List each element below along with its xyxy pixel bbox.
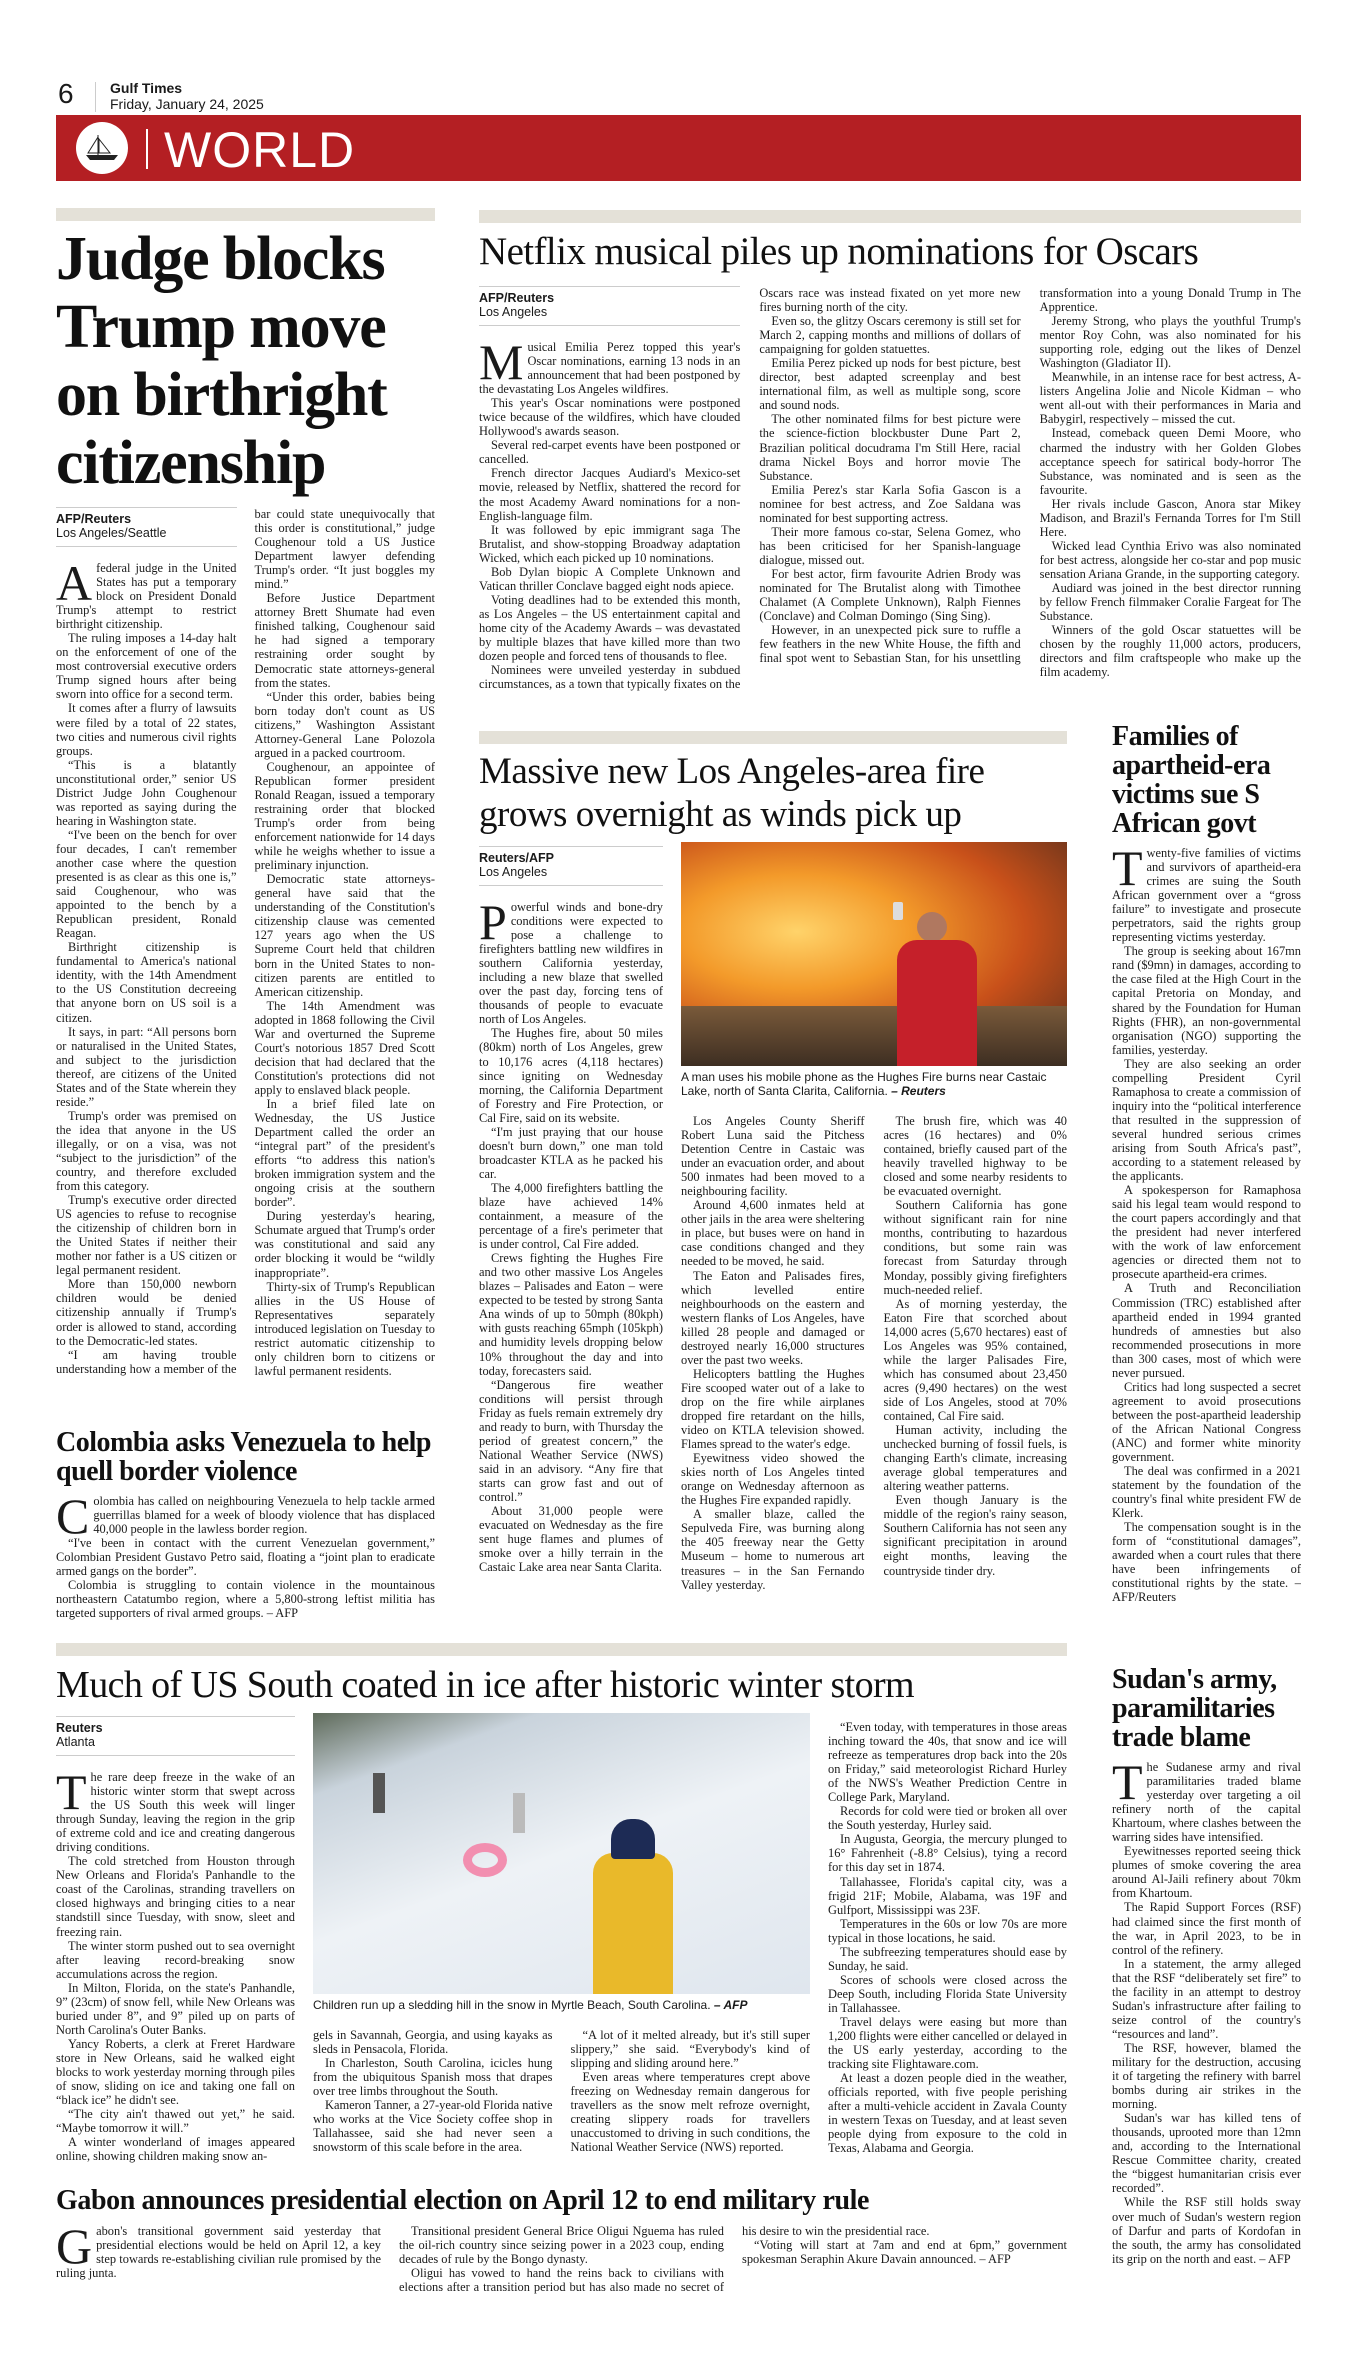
paragraph: At least a dozen people died in the weather, officials reported, with five people perishing after a multi-vehicle accident in Zavala County in western Texas on Tuesday, and at least seven people dying from exposure to the cold in Texas, Alabama and Georgia.	[828, 2071, 1067, 2156]
child-hat	[611, 1819, 655, 1859]
banner-divider	[146, 129, 148, 169]
paragraph: However, in an unexpected pick sure to ruffle a few feathers in the new White House, the fifth and final spot went to Sebastian Stan, for his unsettling transformation into a young Donald Trump in The Apprentice.	[759, 286, 1301, 666]
paragraph: In Augusta, Georgia, the mercury plunged to 16° Fahrenheit (-8.8° Celsius), tying a record for this day set in 1874.	[828, 1832, 1067, 1875]
paragraph-list	[56, 2224, 1067, 2294]
paragraph: The winter storm pushed out to sea overnight after leaving record-breaking snow accumulations across the region.	[56, 1938, 295, 1981]
gabon-headline: Gabon announces presidential election on April 12 to end military rule	[56, 2185, 870, 2216]
paragraph: A Truth and Reconciliation Commission (TRC) established after apartheid ended in 1994 granted hundreds of amnesties but also recommended prosecutions in more than 300 cases, most of which were never pursued.	[1112, 1281, 1301, 1380]
paragraph: In a statement, the army alleged that the RSF “deliberately set fire” to the facility in an attempt to destroy Sudan's infrastructure after failing to seize control of the country's “resources and land”.	[1112, 1956, 1301, 2041]
paragraph: Meanwhile, in an intense race for best actress, A-listers Angelina Jolie and Nicole Kidman – who went all-out with their performances in Maria and Babygirl, respectively – missed the cut.	[1039, 370, 1301, 427]
byline-agency: AFP/Reuters	[56, 512, 132, 526]
paragraph: Records for cold were tied or broken all over the South yesterday, Hurley said.	[828, 1804, 1067, 1833]
paragraph: The Sudanese army and rival paramilitaries traded blame yesterday over targeting a oil refinery north of the capital Khartoum, where clashes between the warring sides have intensified.	[1112, 1760, 1301, 1845]
snow-photo	[313, 1713, 810, 1994]
families-body	[1112, 846, 1301, 1641]
fire-photo-caption	[681, 1070, 1067, 1098]
paragraph: Temperatures in the 60s or low 70s are more typical in those locations, he said.	[828, 1916, 1067, 1945]
paragraph-list	[56, 1764, 295, 2164]
paragraph: In Milton, Florida, on the state's Panhandle, 9” (23cm) of snow fell, while New Orleans was buried under 8”, and 9” piled up on parts of North Carolina's Outer Banks.	[56, 1980, 295, 2037]
paragraph: Emilia Perez picked up nods for best picture, best director, best adapted screenplay and best international film, as well as multiple song, score and sound nods.	[759, 356, 1021, 413]
byline	[56, 1716, 295, 1756]
paragraph: Audiard was joined in the best director running by fellow French filmmaker Coralie Fargeat for The Substance.	[1039, 580, 1301, 624]
paragraph: Powerful winds and bone-dry conditions were expected to pose a challenge to firefighters battling new wildfires in southern California yesterday, including a new blaze that swelled over the past day, forcing tens of thousands of people to evacuate north of Los Angeles.	[479, 894, 663, 1027]
paragraph: Southern California has gone without significant rain for nine months, contributing to hazardous conditions, but some rain was forecast from Saturday through Monday, possibly giving firefighters much-needed relief.	[883, 1198, 1067, 1297]
netflix-article	[479, 228, 1301, 706]
phone	[893, 902, 903, 920]
paragraph: A smaller blaze, called the Sepulveda Fire, was burning along the 405 freeway near the Getty Museum – home to numerous art treasures – in the San Fernando Valley yesterday.	[681, 1507, 865, 1592]
paragraph: “I've been on the bench for over four decades, I can't remember another case where the question presented is as clear as this one is,” said Coughenour, who was appointed to the bench by a Republican president, Ronald Reagan.	[56, 827, 237, 941]
ussouth-body-right	[828, 1720, 1067, 2170]
newspaper-name: Gulf Times	[110, 80, 183, 96]
paragraph: Human activity, including the unchecked burning of fossil fuels, is changing Earth's climate, increasing average global temperatures and altering weather patterns.	[883, 1423, 1067, 1494]
paragraph: Emilia Perez's star Karla Sofia Gascon is a nominee for best actress, and Zoe Saldana was nominated for best supporting actress.	[759, 482, 1021, 525]
headline-line: grows overnight as winds pick up	[479, 794, 962, 835]
sudan-article	[1112, 1665, 1301, 2290]
paragraph-list	[1112, 1760, 1301, 2266]
paragraph: It says, in part: “All persons born or naturalised in the United States, and subject to the jurisdiction thereof, are citizens of the United States and of the State wherein they reside.”	[56, 1024, 237, 1109]
paragraph: The 14th Amendment was adopted in 1868 following the Civil War and overturned the Supreme Court's notorious 1857 Dred Scott decision that had declared that the Constitution's protections did not apply to enslaved black people.	[254, 998, 435, 1097]
paragraph: French director Jacques Audiard's Mexico-set movie, released by Netflix, shattered the record for the most Academy Award nominations for a non-English-language film.	[479, 466, 741, 523]
paragraph: The Eaton and Palisades fires, which levelled entire neighbourhoods on the eastern and western flanks of Los Angeles, have killed 28 people and damaged or destroyed nearly 16,000 structures over the past two weeks.	[681, 1268, 865, 1367]
paragraph: The RSF, however, blamed the military for the destruction, accusing it of targeting the refinery with barrel bombs during air strikes in the morning.	[1112, 2040, 1301, 2112]
paragraph: Several red-carpet events have been postponed or cancelled.	[479, 438, 741, 467]
paragraph: “Voting will start at 7am and end at 6pm,” government spokesman Seraphin Akure Davain announced. – AFP	[742, 2238, 1067, 2267]
paragraph: Crews fighting the Hughes Fire and two other massive Los Angeles blazes – Palisades and Eaton – were expected to be tested by strong Santa Ana winds of up to 50mph (80kph) with gusts reaching 65mph (105kph) and humidity levels dropping below 10% throughout the day and into today, forecasters said.	[479, 1251, 663, 1378]
paragraph: Afederal judge in the United States has put a temporary block on President Donald Trump's attempt to restrict birthright citizenship.	[56, 555, 237, 632]
paragraph: “This is a blatantly unconstitutional order,” senior US District Judge John Coughenour was reported as saying during the hearing in Washington state.	[56, 757, 237, 828]
sudan-body	[1112, 1760, 1301, 2290]
netflix-headline: Netflix musical piles up nominations for Oscars	[479, 230, 1199, 273]
paragraph: “Under this order, babies being born today don't count as US citizens,” Washington Assistant Attorney-General Lane Polozola argued in a packed courtroom.	[254, 689, 435, 760]
divider	[95, 82, 96, 112]
judge-body	[56, 507, 435, 1408]
byline-location: Los Angeles/Seattle	[56, 526, 167, 540]
paragraph: The other nominated films for best picture were the science-fiction blockbuster Dune Part 2, Brazilian political docudrama I'm Still Here, racial drama Nickel Boys and horror movie The Substance.	[759, 412, 1021, 483]
byline	[479, 286, 740, 326]
child-yellow-jacket	[593, 1853, 673, 1994]
families-headline: Families of apartheid-era victims sue S African govt	[1112, 721, 1271, 839]
paragraph: The subfreezing temperatures should ease by Sunday, he said.	[828, 1944, 1067, 1973]
paragraph: During yesterday's hearing, Schumate argued that Trump's order was constitutional and said any order blocking it would be “wildly inappropriate”.	[254, 1209, 435, 1280]
fire-headline	[479, 750, 984, 836]
byline	[479, 846, 663, 886]
paragraph: About 31,000 people were evacuated on Wednesday as the fire sent huge flames and plumes of smoke over a hilly terrain in the Castaic Lake area near Santa Clarita.	[479, 1504, 663, 1575]
paragraph: Voting deadlines had to be extended this month, as Los Angeles – the US entertainment capital and home city of the Academy Awards – was devastated by multiple blazes that have killed more than two dozen people and forced tens of thousands to flee.	[479, 592, 741, 664]
paragraph: Critics had long suspected a secret agreement to avoid prosecutions between the post-apartheid leadership of the African National Congress (ANC) and former white minority government.	[1112, 1379, 1301, 1465]
gabon-body	[56, 2224, 1067, 2294]
paragraph: As of morning yesterday, the Eaton Fire that scorched about 14,000 acres (5,670 hectares) east of Los Angeles was 95% contained, while the larger Palisades Fire, which has consumed about 23,450 acres (9,490 hectares) on the west side of Los Angeles, stood at 70% contained, Cal Fire said.	[883, 1296, 1067, 1423]
paragraph: Yancy Roberts, a clerk at Freret Hardware store in New Orleans, said he walked eight blocks to work yesterday morning through piles of snow, sliding on ice and taking one fall on “black ice” he didn't see.	[56, 2036, 295, 2108]
paragraph: “Dangerous fire weather conditions will persist through Friday as fuels remain extremely dry and ready to burn, with Thursday the period of greatest concern,” the National Weather Service (NWS) said in an advisory. “Any fire that starts can grow fast and out of control.”	[479, 1377, 663, 1504]
paragraph: “I've been in contact with the current Venezuelan government,” Colombian President Gustavo Petro said, floating a “joint plan to eradicate armed gangs on the border”.	[56, 1536, 435, 1579]
pink-sled-tube	[463, 1843, 507, 1877]
paragraph: Bob Dylan biopic A Complete Unknown and Vatican thriller Conclave bagged eight nods apiece.	[479, 564, 741, 593]
photo-credit: – Reuters	[891, 1084, 946, 1098]
judge-headline: Judge blocks Trump move on birthright citizenship	[56, 225, 387, 497]
paragraph: A spokesperson for Ramaphosa said his legal team would respond to the court papers accordingly and that the president had never interfered with the work of law enforcement agencies or directed them not to prosecute apartheid-era crimes.	[1112, 1183, 1301, 1282]
paragraph: For best actor, firm favourite Adrien Brody was nominated for The Brutalist along with Timothee Chalamet (A Complete Unknown), Ralph Fiennes (Conclave) and Colman Domingo (Sing Sing).	[759, 566, 1021, 624]
paragraph: A winter wonderland of images appeared online, showing children making snow an-	[56, 2135, 295, 2164]
paragraph-continued: gels in Savannah, Georgia, and using kayaks as sleds in Pensacola, Florida.	[313, 2028, 553, 2057]
paragraph: The 4,000 firefighters battling the blaze have achieved 14% containment, a measure of the percentage of a fire's perimeter that is under control, Cal Fire added.	[479, 1180, 663, 1252]
paragraph: Coughenour, an appointee of Republican former president Ronald Reagan, issued a temporary restraining order that blocked Trump's order from being enforcement nationwide for 14 days while he weighs whether to issue a preliminary injunction.	[254, 759, 435, 873]
paragraph: Gabon's transitional government said yesterday that presidential elections would be held on April 12, a key step towards re-establishing civilian rule promised by the ruling junta.	[56, 2224, 381, 2281]
netflix-body	[479, 286, 1301, 706]
byline-location: Los Angeles	[479, 305, 548, 319]
paragraph: Colombia has called on neighbouring Venezuela to help tackle armed guerrillas blamed for a week of bloody violence that has displaced 40,000 people in the lawless border region.	[56, 1494, 435, 1544]
families-article	[1112, 722, 1301, 1641]
caption-text: Children run up a sledding hill in the snow in Myrtle Beach, South Carolina.	[313, 1998, 711, 2012]
paragraph: Kameron Tanner, a 27-year-old Florida native who works at the Vice Society coffee shop in Tallahassee, said she had never seen a snowstorm of this scale before in the area.	[313, 2098, 553, 2155]
issue-date: Friday, January 24, 2025	[110, 96, 264, 112]
article-divider-bar	[479, 210, 1301, 223]
headline-line: Massive new Los Angeles-area fire	[479, 751, 985, 792]
sudan-headline: Sudan's army, paramilitaries trade blame	[1112, 1664, 1277, 1753]
paragraph: Oligui has vowed to hand the reins back to civilians with elections after a transition period but has also made no secret of his desire to win the presidential race.	[399, 2224, 930, 2294]
article-divider-bar	[56, 208, 435, 221]
paragraph-list	[1112, 846, 1301, 1605]
paragraph: Travel delays were easing but more than 1,200 flights were either cancelled or delayed in the US early yesterday, according to the tracking site Flightaware.com.	[828, 2014, 1067, 2072]
paragraph: “The city ain't thawed out yet,” he said. “Maybe tomorrow it will.”	[56, 2107, 295, 2136]
paragraph-list	[56, 1494, 435, 1620]
paragraph: The cold stretched from Houston through New Orleans and Florida's Panhandle to the coast of the Carolinas, stranding travellers on closed highways and bringing cities to a near standstill since Tuesday, with snow, sleet and freezing rain.	[56, 1854, 295, 1939]
section-banner	[56, 115, 1301, 181]
paragraph: Colombia is struggling to contain violence in the mountainous northeastern Catatumbo region, where a 5,800-strong leftist militia has targeted supporters of rival armed groups. – AFP	[56, 1578, 435, 1620]
byline	[56, 507, 237, 547]
colombia-headline: Colombia asks Venezuela to help quell border violence	[56, 1427, 431, 1487]
paragraph: In a brief filed late on Wednesday, the US Justice Department called the order an “integral part” of the president's efforts “to address this nation's broken immigration system and the ongoing crisis at the southern border”.	[254, 1096, 435, 1210]
paragraph: Instead, comeback queen Demi Moore, who charmed the industry with her Golden Globes acceptance speech for satirical body-horror The Substance, was nominated and is seen as the favourite.	[1039, 426, 1301, 497]
paragraph: The ruling imposes a 14-day halt on the enforcement of one of the most controversial executive orders Trump signed hours after being sworn into office for a second term.	[56, 631, 237, 702]
paragraph: Eyewitness video showed the skies north of Los Angeles tinted orange on Wednesday afternoon as the Hughes Fire expanded rapidly.	[681, 1451, 865, 1508]
paragraph: Thirty-six of Trump's Republican allies in the US House of Representatives separately introduced legislation on Tuesday to restrict automatic citizenship to only children born to citizens or lawful permanent residents.	[254, 1279, 435, 1378]
paragraph: “A lot of it melted already, but it's still super slippery,” she said. “Everybody's kind of slipping and sliding around here.”	[570, 2028, 810, 2071]
paragraph: Los Angeles County Sheriff Robert Luna said the Pitchess Detention Centre in Castaic was under an evacuation order, and about 500 inmates had been moved to a neighbouring facility.	[681, 1114, 865, 1199]
paragraph: “Even today, with temperatures in those areas inching toward the 40s, that snow and ice will refreeze as temperatures drop back into the 20s on Friday,” said meteorologist Richard Hurley of the NWS's Weather Prediction Centre in College Park, Maryland.	[828, 1720, 1067, 1805]
paragraph: Even areas where temperatures crept above freezing on Wednesday remain dangerous for travellers as the snow melt refroze overnight, creating slippery roads for travellers unaccustomed to driving in such conditions, the National Weather Service (NWS) reported.	[570, 2070, 810, 2155]
child-figure	[373, 1773, 385, 1813]
byline-agency: AFP/Reuters	[479, 291, 555, 305]
colombia-body	[56, 1494, 435, 1620]
paragraph: Before Justice Department attorney Brett Shumate had even finished talking, Coughenour said he had signed a temporary restraining order sought by Democratic state attorneys-general from the states.	[254, 591, 435, 690]
paragraph: Democratic state attorneys-general have said that the understanding of the Constitution's citizenship clause was cemented 127 years ago when the US Supreme Court held that children born in the United States to non-citizen parents are entitled to American citizenship.	[254, 872, 435, 999]
man-red-hoodie	[897, 940, 977, 1066]
paragraph: Transitional president General Brice Oligui Nguema has ruled the oil-rich country since seizing power in a 2023 coup, ending decades of rule by the Bongo dynasty.	[399, 2224, 724, 2267]
byline-location: Los Angeles	[479, 865, 548, 879]
paragraph: In Charleston, South Carolina, icicles hung from the ubiquitous Spanish moss that drapes over tree limbs throughout the South.	[313, 2056, 553, 2099]
paragraph: Jeremy Strong, who plays the youthful Trump's mentor Roy Cohn, was also nominated for his supporting role, edging out the likes of Denzel Washington (Gladiator II).	[1039, 314, 1301, 371]
ussouth-headline: Much of US South coated in ice after historic winter storm	[56, 1664, 914, 1706]
paragraph: More than 150,000 newborn children would be denied citizenship annually if Trump's order is allowed to stand, according to the Democratic-led states.	[56, 1277, 237, 1348]
child-figure	[513, 1793, 525, 1833]
paragraph: Even though January is the middle of the region's rainy season, Southern California has not seen any significant precipitation in around eight months, leaving the countryside tinder dry.	[883, 1493, 1067, 1578]
paragraph: Eyewitnesses reported seeing thick plumes of smoke covering the area around Al-Jaili refinery about 70km from Khartoum.	[1112, 1844, 1301, 1901]
paragraph: They are also seeking an order compelling President Cyril Ramaphosa to create a commission of inquiry into the “political interference that resulted in the suppression of several hundred serious crimes arising from South Africa's past”, according to a statement released by the applicants.	[1112, 1056, 1301, 1184]
paragraph-list	[56, 507, 435, 1378]
paragraph: The Hughes fire, about 50 miles (80km) north of Los Angeles, grew to 10,176 acres (4,118 hectares) since igniting on Wednesday morning, the California Department of Forestry and Fire Protection, or Cal Fire, said on its website.	[479, 1026, 663, 1125]
hillside	[681, 1006, 1067, 1066]
paragraph: The deal was confirmed in a 2021 statement by the foundation of the country's final white president FW de Klerk.	[1112, 1464, 1301, 1521]
paragraph: Around 4,600 inmates held at other jails in the area were sheltering in place, but buses were on hand in case conditions changed and they needed to be moved, he said.	[681, 1198, 865, 1269]
snow-photo-caption	[313, 1998, 810, 2012]
fire-body-cols	[681, 1114, 1067, 1616]
byline-agency: Reuters/AFP	[479, 851, 555, 865]
colombia-article	[56, 1428, 435, 1620]
caption-text: A man uses his mobile phone as the Hughes Fire burns near Castaic Lake, north of Santa Clarita, California.	[681, 1070, 1047, 1098]
paragraph: The rare deep freeze in the wake of an historic winter storm that swept across the US South this week will linger through Sunday, leaving the region in the grip of extreme cold and ice and creating dangerous driving conditions.	[56, 1764, 295, 1855]
paragraph: While the RSF still holds sway over much of Sudan's western region of Darfur and parts of Kordofan in the south, the army has consolidated its grip on the north and east. – AFP	[1112, 2195, 1301, 2266]
paragraph: The group is seeking about 167mn rand ($9mn) in damages, according to the case filed at the High Court in the capital Pretoria on Monday, and shared by the Foundation for Human Rights (FHR), an non-governmental organisation (NGO) supporting the families, yesterday.	[1112, 944, 1301, 1057]
paragraph: Trump's executive order directed US agencies to refuse to recognise the citizenship of children born in the United States if neither their mother nor father is a US citizen or legal permanent resident.	[56, 1193, 237, 1278]
paragraph: Trump's order was premised on the idea that anyone in the US illegally, or on a visa, was not “subject to the jurisdiction” of the country, and therefore excluded from this category.	[56, 1108, 237, 1194]
article-divider-bar	[479, 731, 1067, 744]
fire-photo	[681, 842, 1067, 1066]
paragraph: Helicopters battling the Hughes Fire scooped water out of a lake to drop on the fire while airplanes dropped fire retardant on the hills, video on KTLA television showed. Flames spread to the water's edge.	[681, 1366, 865, 1452]
paragraph-list	[828, 1720, 1067, 2155]
paragraph: “I am having trouble understanding how a member of the bar could state unequivocally that this order is constitutional,” judge Coughenour told a US Justice Department lawyer defending Trump's order. “It just boggles my mind.”	[56, 507, 435, 1376]
paragraph: Even so, the glitzy Oscars ceremony is still set for March 2, capping months and millions of dollars of campaigning for golden statuettes.	[759, 314, 1021, 357]
judge-article	[56, 225, 435, 1408]
article-divider-bar	[56, 1643, 1067, 1656]
section-title: WORLD	[164, 122, 356, 178]
paragraph: Musical Emilia Perez topped this year's Oscar nominations, earning 13 nods in an announcement that had been postponed by the devastating Los Angeles wildfires.	[479, 334, 741, 397]
ussouth-body-mid	[313, 2028, 810, 2168]
paragraph-list	[681, 1114, 1067, 1592]
paragraph-list	[479, 286, 1301, 691]
paragraph: Sudan's war has killed tens of thousands, uprooted more than 12mn and, according to the International Rescue Committee charity, created the “biggest humanitarian crisis ever recorded”.	[1112, 2111, 1301, 2196]
paragraph: Nominees were unveiled yesterday in subdued circumstances, as a town that typically fixates on the Oscars race was instead fixated on yet more new fires burning north of the city.	[479, 286, 1021, 692]
dhow-boat-icon	[76, 122, 128, 174]
paragraph: This year's Oscar nominations were postponed twice because of the wildfires, which have clouded Hollywood's awards season.	[479, 396, 741, 439]
paragraph: Their more famous co-star, Selena Gomez, who has been criticised for her Spanish-language dialogue, missed out.	[759, 524, 1021, 567]
paragraph: It was followed by epic immigrant saga The Brutalist, and show-stopping Broadway adaptation Wicked, which each picked up 10 nominations.	[479, 522, 741, 565]
paragraph: Her rivals include Gascon, Anora star Mikey Madison, and Brazil's Fernanda Torres for I'm Still Here.	[1039, 496, 1301, 539]
ussouth-body-col1	[56, 1716, 295, 2166]
gabon-article	[56, 2184, 1067, 2294]
man-head	[917, 912, 947, 942]
paragraph-list	[479, 894, 663, 1575]
photo-credit: – AFP	[713, 1998, 748, 2012]
fire-body-col1	[479, 846, 663, 1616]
paragraph: Birthright citizenship is fundamental to America's national identity, with the 14th Amendment to the US Constitution decreeing that anyone born on US soil is a citizen.	[56, 940, 237, 1025]
byline-agency: Reuters	[56, 1721, 103, 1735]
page-number: 6	[58, 78, 74, 109]
paragraph: It comes after a flurry of lawsuits were filed by a total of 22 states, two cities and numerous civil rights groups.	[56, 701, 237, 758]
paragraph: Scores of schools were closed across the Deep South, including Florida State University in Tallahassee.	[828, 1972, 1067, 2015]
paragraph: “I'm just praying that our house doesn't burn down,” one man told broadcaster KTLA as he packed his car.	[479, 1124, 663, 1181]
paragraph: Wicked lead Cynthia Erivo was also nominated for best actress, alongside her co-star and pop music sensation Ariana Grande, in the supporting category.	[1039, 538, 1301, 581]
paragraph: The Rapid Support Forces (RSF) had claimed since the first month of the war, in April 2023, to be in control of the refinery.	[1112, 1900, 1301, 1957]
paragraph: Winners of the gold Oscar statuettes will be chosen by the roughly 11,000 actors, producers, directors and film craftspeople who make up the film academy.	[1039, 623, 1301, 680]
byline-location: Atlanta	[56, 1735, 95, 1749]
paragraph: The compensation sought is in the form of “constitutional damages”, awarded when a court rules that there have been infringements of constitutional rights by the state. – AFP/Reuters	[1112, 1520, 1301, 1605]
paragraph: Tallahassee, Florida's capital city, was a frigid 21F; Mobile, Alabama, was 19F and Gulfport, Mississippi was 23F.	[828, 1874, 1067, 1917]
paragraph: The brush fire, which was 40 acres (16 hectares) and 0% contained, briefly caused part of the heavily travelled highway to be closed and some nearby residents to be evacuated overnight.	[883, 1114, 1067, 1199]
paragraph: Twenty-five families of victims and survivors of apartheid-era crimes are suing the South African government over a “gross failure” to investigate and prosecute perpetrators, said the rights group representing victims yesterday.	[1112, 846, 1301, 945]
